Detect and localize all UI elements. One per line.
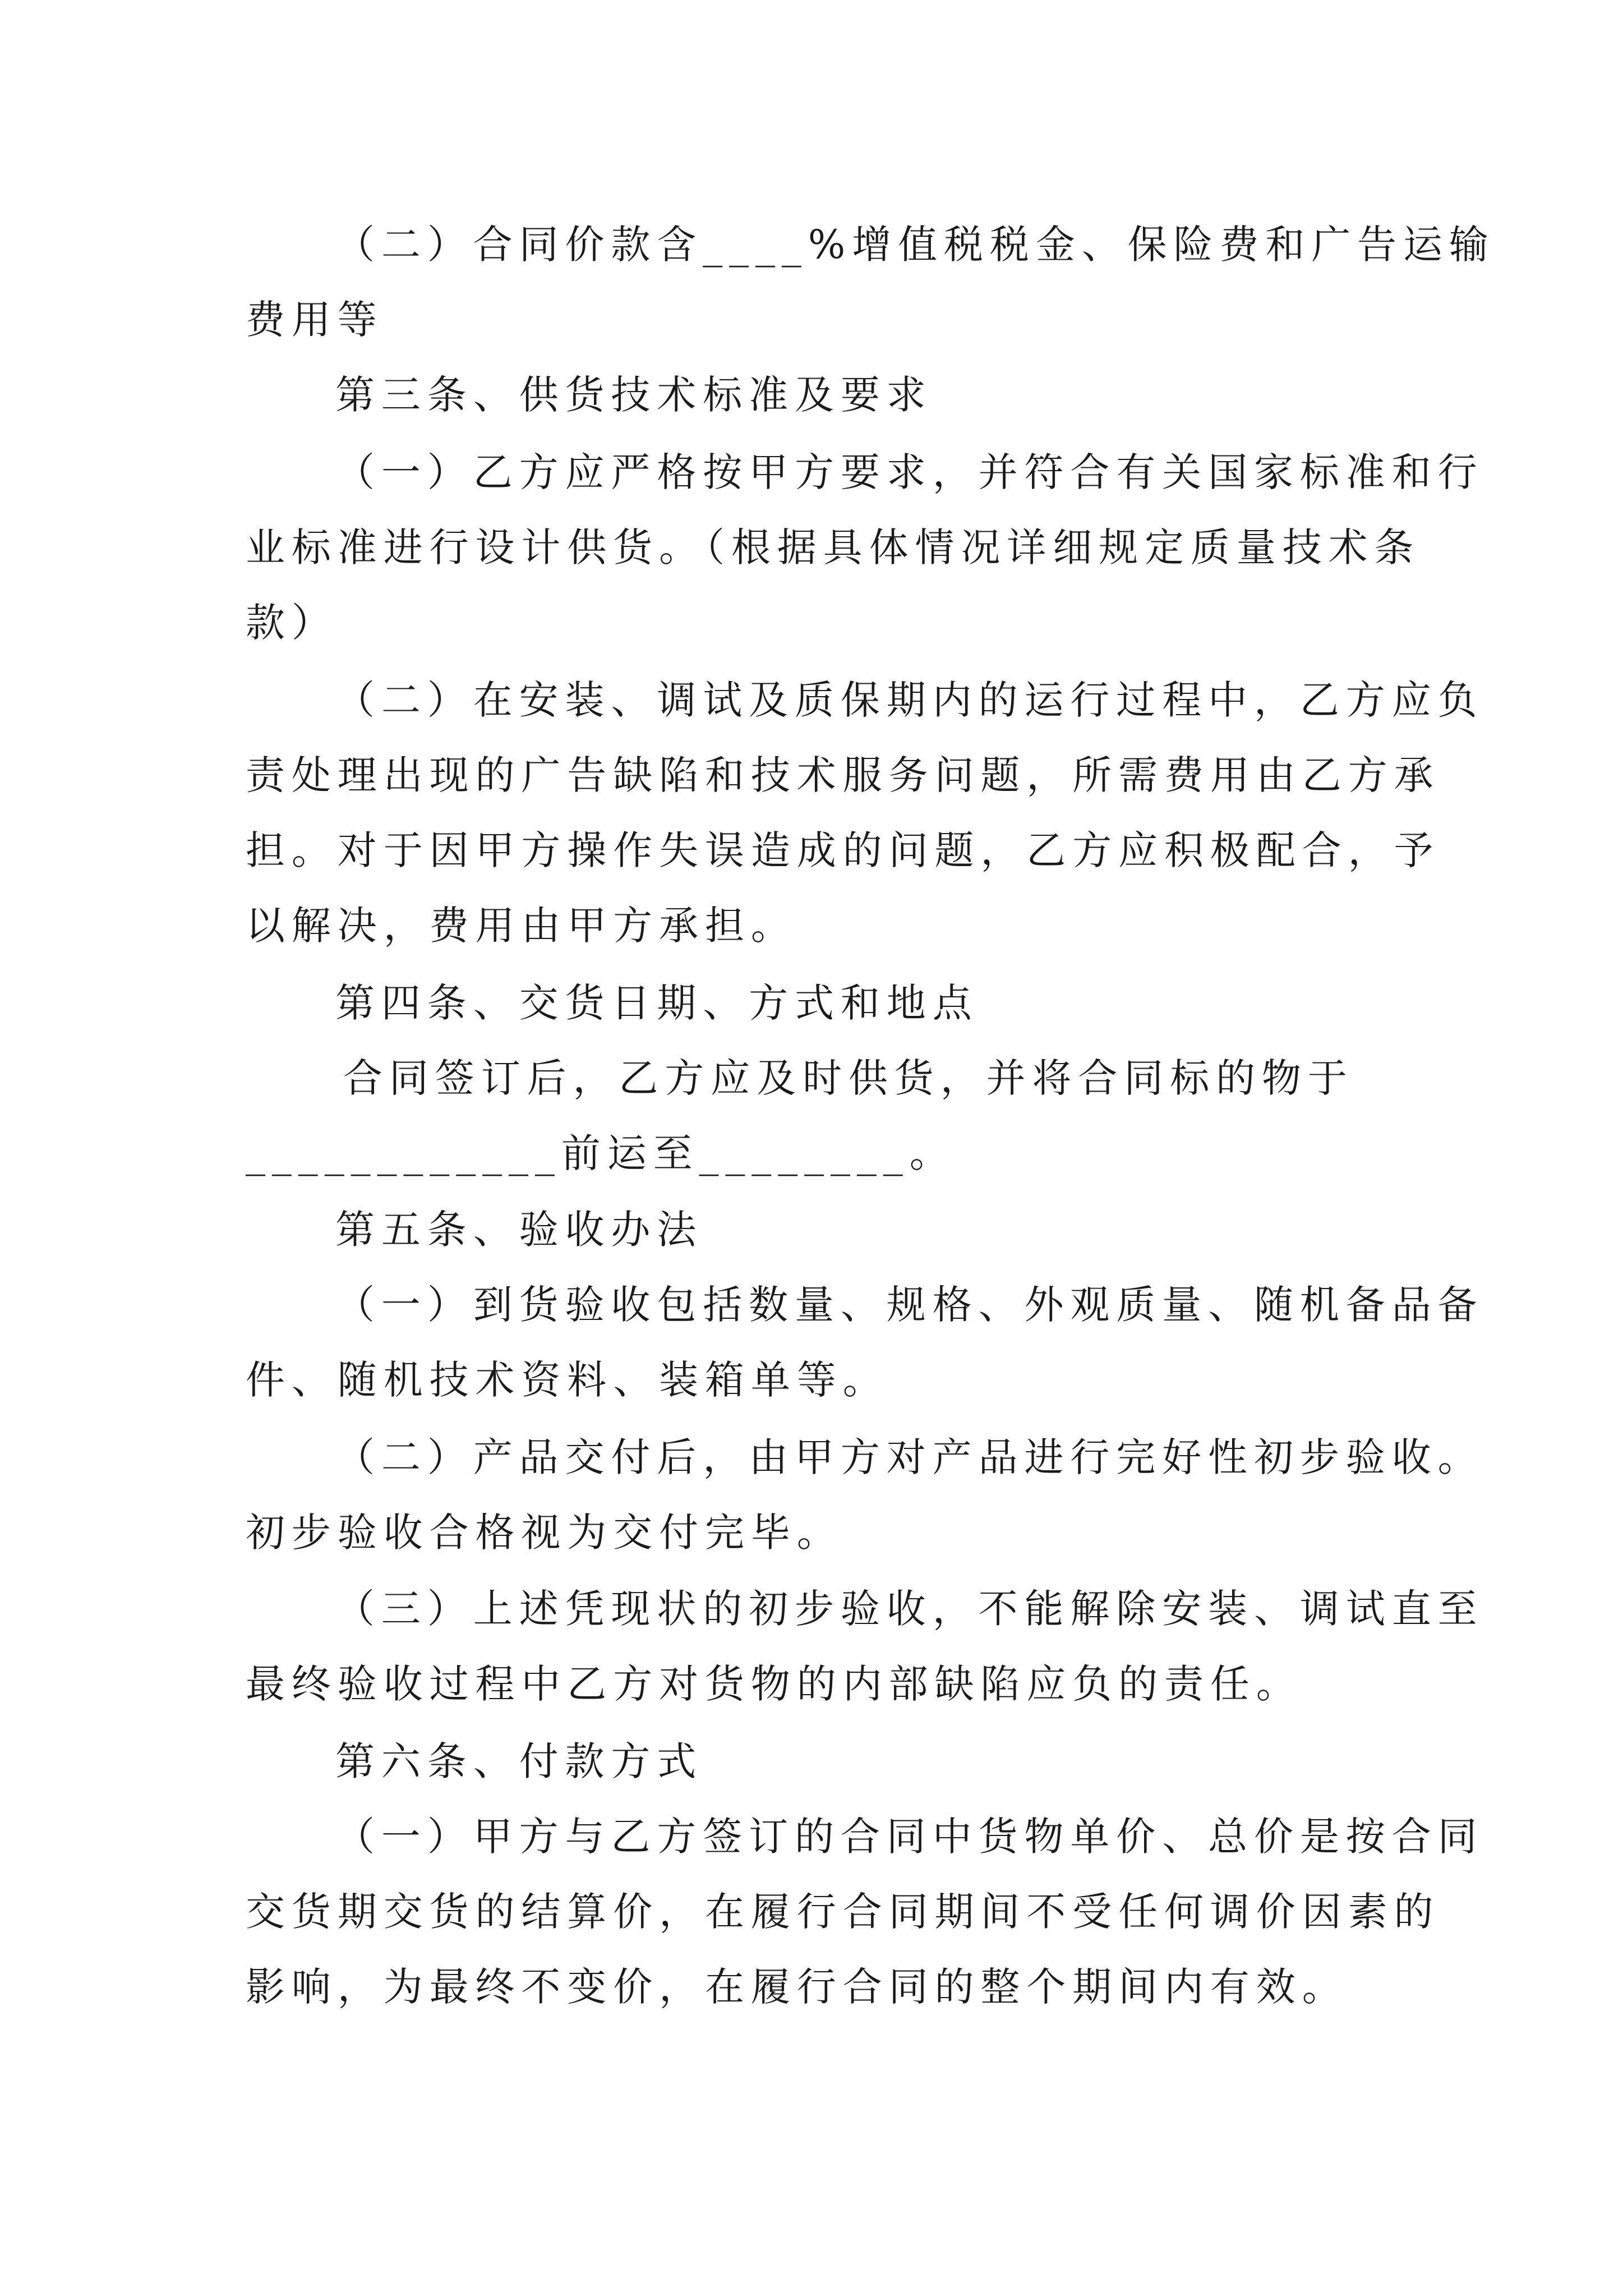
section-heading: 第五条、验收办法	[335, 1207, 703, 1253]
paragraph-line: 以解决，费用由甲方承担。	[246, 903, 797, 949]
paragraph-line: 件、随机技术资料、装箱单等。	[246, 1357, 889, 1403]
paragraph-line: 初步验收合格视为交付完毕。	[246, 1510, 843, 1556]
paragraph-line: （二）产品交付后，由甲方对产品进行完好性初步验收。	[335, 1434, 1484, 1480]
paragraph-line: 合同签订后，乙方应及时供货，并将合同标的物于	[343, 1055, 1354, 1101]
paragraph-line: 责处理出现的广告缺陷和技术服务问题，所需费用由乙方承	[246, 752, 1440, 798]
paragraph-line: 费用等	[246, 297, 384, 343]
paragraph-line: 担。对于因甲方操作失误造成的问题，乙方应积极配合，予	[246, 827, 1440, 873]
paragraph-line: （一）甲方与乙方签订的合同中货物单价、总价是按合同	[335, 1814, 1484, 1860]
paragraph-line: 业标准进行设计供货。（根据具体情况详细规定质量技术条	[246, 524, 1421, 570]
paragraph-line: （二）合同价款含____%增值税税金、保险费和广告运输	[335, 222, 1495, 268]
paragraph-line: （二）在安装、调试及质保期内的运行过程中，乙方应负	[335, 677, 1484, 723]
section-heading: 第四条、交货日期、方式和地点	[335, 980, 979, 1026]
paragraph-line: 最终验收过程中乙方对货物的内部缺陷应负的责任。	[246, 1661, 1302, 1707]
paragraph-line: ____________前运至________。	[246, 1130, 956, 1176]
paragraph-line: 影响，为最终不变价，在履行合同的整个期间内有效。	[246, 1964, 1348, 2010]
section-heading: 第六条、付款方式	[335, 1738, 703, 1784]
paragraph-line: 款）	[246, 600, 338, 646]
section-heading: 第三条、供货技术标准及要求	[335, 372, 933, 418]
paragraph-line: （一）到货验收包括数量、规格、外观质量、随机备品备	[335, 1282, 1484, 1328]
paragraph-line: （一）乙方应严格按甲方要求，并符合有关国家标准和行	[335, 449, 1484, 495]
paragraph-line: （三）上述凭现状的初步验收，不能解除安装、调试直至	[335, 1586, 1484, 1632]
paragraph-line: 交货期交货的结算价，在履行合同期间不受任何调价因素的	[246, 1889, 1440, 1935]
